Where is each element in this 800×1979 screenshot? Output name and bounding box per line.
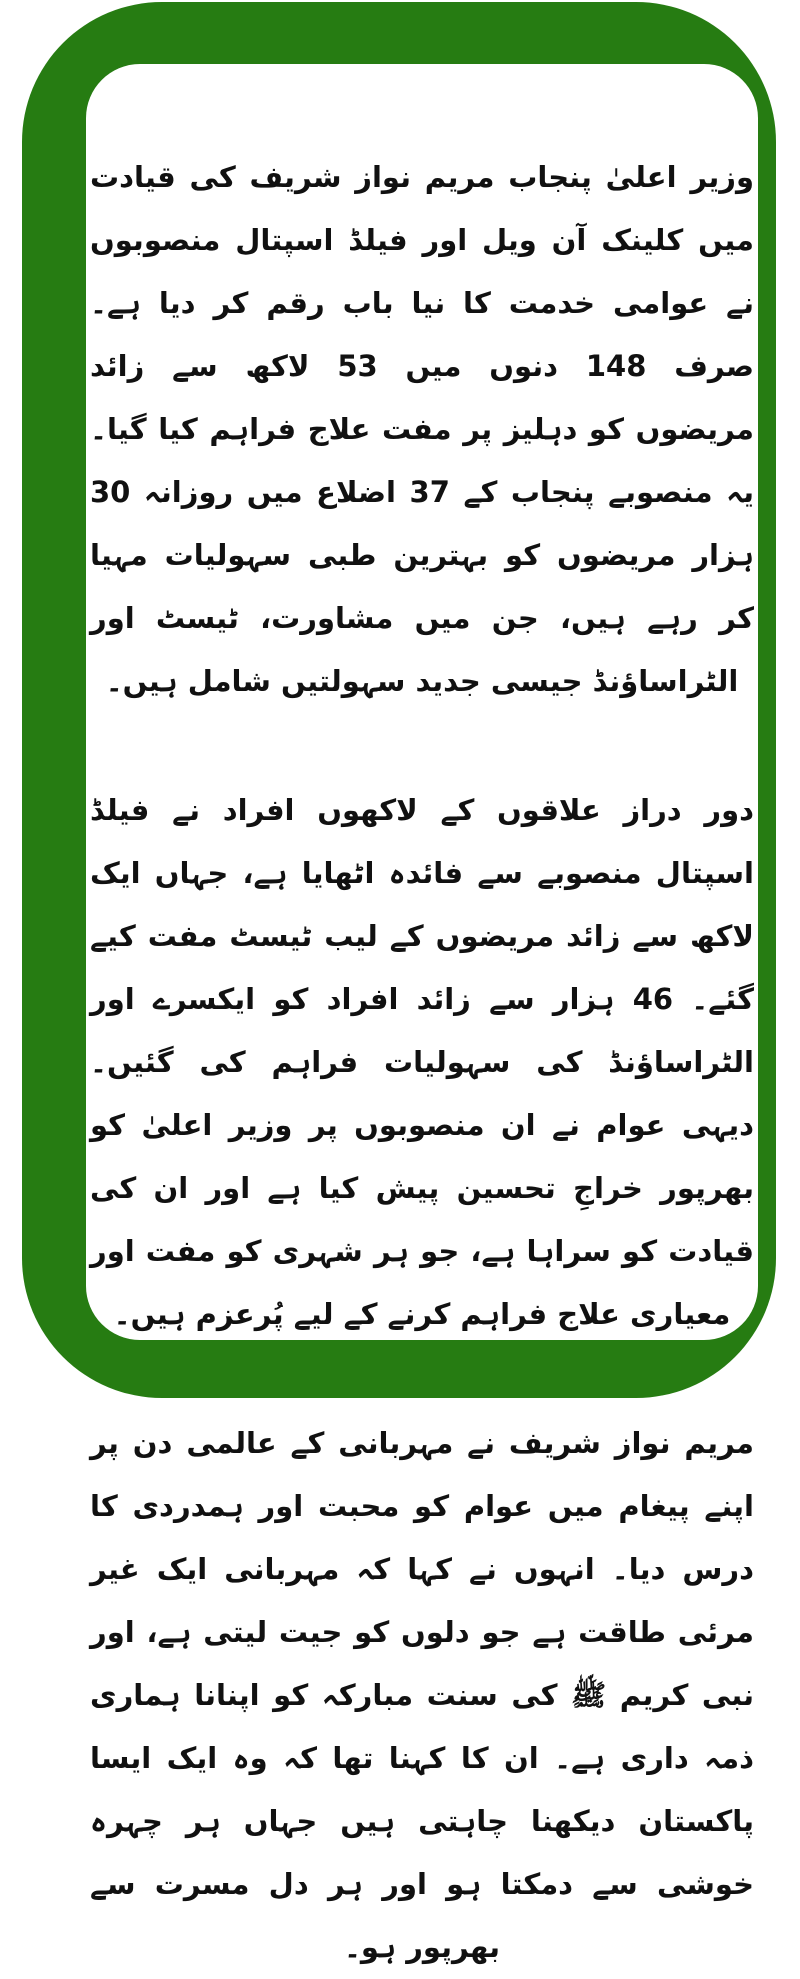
phone-frame — [22, 2, 776, 1964]
paragraph-kindness-day: مریم نواز شریف نے مہربانی کے عالمی دن پر اپنے پیغام میں عوام کو محبت اور ہمدردی کا درس دیا۔ انہوں نے کہا کہ مہربانی ایک غیر مرئی طاقت ہے جو دلوں کو جیت لیتی ہے، اور نبی کریم ﷺ کی سنت مبارکہ کو اپنانا ہماری ذمہ داری ہے۔ ان کا کہنا تھا کہ وہ ایک ایسا پاکستان دیکھنا چاہتی ہیں جہاں ہر چہرہ خوشی سے دمکتا ہو اور ہر دل مسرت سے بھرپور ہو۔ — [90, 1426, 754, 1964]
article-body — [86, 146, 758, 1979]
paragraph-field-hospital: دور دراز علاقوں کے لاکھوں افراد نے فیلڈ اسپتال منصوبے سے فائدہ اٹھایا ہے، جہاں ایک لاکھ سے زائد مریضوں کے لیب ٹیسٹ مفت کیے گئے۔ 46 ہزار سے زائد افراد کو ایکسرے اور الٹراساؤنڈ کی سہولیات فراہم کی گئیں۔ دیہی عوام نے ان منصوبوں پر وزیر اعلیٰ کو بھرپور خراجِ تحسین پیش کیا ہے اور ان کی قیادت کو سراہا ہے، جو ہر شہری کو مفت اور معیاری علاج فراہم کرنے کے لیے پُرعزم ہیں۔ — [90, 793, 754, 1331]
phone-screen — [86, 64, 758, 1964]
paragraph-clinic-on-wheels: وزیر اعلیٰ پنجاب مریم نواز شریف کی قیادت میں کلینک آن ویل اور فیلڈ اسپتال منصوبوں نے عوامی خدمت کا نیا باب رقم کر دیا ہے۔ صرف 148 دنوں میں 53 لاکھ سے زائد مریضوں کو دہلیز پر مفت علاج فراہم کیا گیا۔ یہ منصوبے پنجاب کے 37 اضلاع میں روزانہ 30 ہزار مریضوں کو بہترین طبی سہولیات مہیا کر رہے ہیں، جن میں مشاورت، ٹیسٹ اور الٹراساؤنڈ جیسی جدید سہولتیں شامل ہیں۔ — [90, 160, 754, 698]
